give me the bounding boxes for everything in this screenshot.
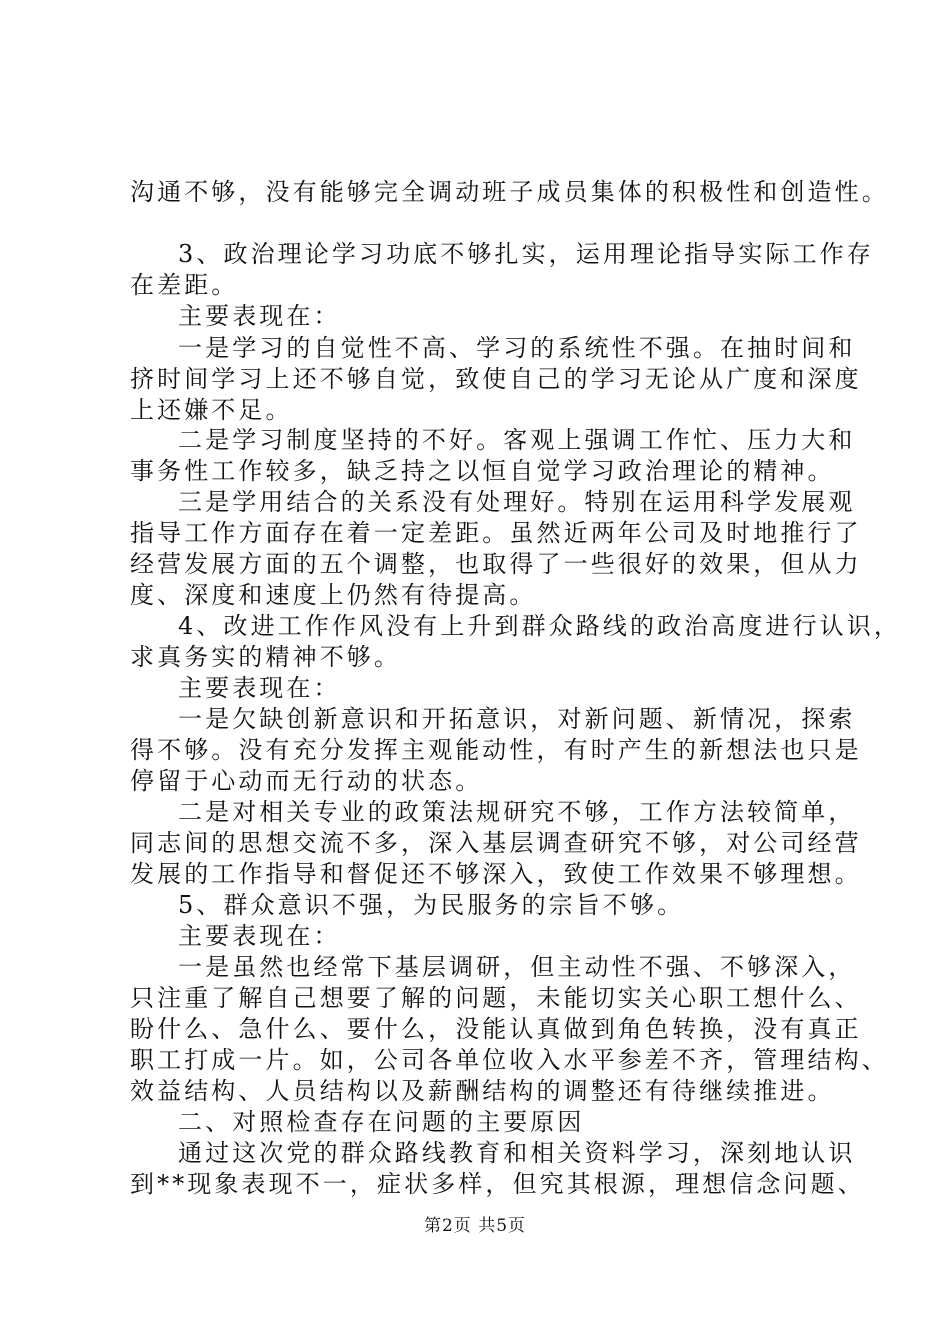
page-number-footer: 第2页 共5页	[423, 1216, 527, 1236]
text-line: 盼什么、急什么、要什么，没能认真做到角色转换，没有真正	[130, 1015, 862, 1043]
text-line: 指导工作方面存在着一定差距。虽然近两年公司及时地推行了	[130, 519, 862, 547]
text-line: 二是对相关专业的政策法规研究不够，工作方法较简单，	[178, 798, 856, 826]
text-line: 在差距。	[130, 271, 239, 299]
text-line: 停留于心动而无行动的状态。	[130, 767, 483, 795]
text-line: 主要表现在：	[178, 922, 341, 950]
text-line: 二是学习制度坚持的不好。客观上强调工作忙、压力大和	[178, 426, 856, 454]
text-line: 只注重了解自己想要了解的问题，未能切实关心职工想什么、	[130, 984, 862, 1012]
text-line: 效益结构、人员结构以及薪酬结构的调整还有待继续推进。	[130, 1077, 835, 1105]
text-line: 上还嫌不足。	[130, 396, 293, 424]
text-line: 通过这次党的群众路线教育和相关资料学习，深刻地认识	[178, 1139, 856, 1167]
text-line: 一是欠缺创新意识和开拓意识，对新问题、新情况，探索	[178, 705, 856, 733]
text-line: 3、政治理论学习功底不够扎实，运用理论指导实际工作存	[178, 240, 874, 268]
text-line: 一是学习的自觉性不高、学习的系统性不强。在抽时间和	[178, 334, 856, 362]
text-line: 职工打成一片。如，公司各单位收入水平参差不齐，管理结构、	[130, 1046, 889, 1074]
text-line: 发展的工作指导和督促还不够深入，致使工作效果不够理想。	[130, 860, 862, 888]
text-line: 挤时间学习上还不够自觉，致使自己的学习无论从广度和深度	[130, 365, 862, 393]
text-line: 5、群众意识不强，为民服务的宗旨不够。	[178, 891, 685, 919]
text-line: 度、深度和速度上仍然有待提高。	[130, 581, 537, 609]
text-line: 一是虽然也经常下基层调研，但主动性不强、不够深入，	[178, 953, 856, 981]
text-line: 主要表现在：	[178, 674, 341, 702]
text-line: 事务性工作较多，缺乏持之以恒自觉学习政治理论的精神。	[130, 457, 835, 485]
text-line: 沟通不够，没有能够完全调动班子成员集体的积极性和创造性。	[130, 178, 889, 206]
text-line: 同志间的思想交流不多，深入基层调查研究不够，对公司经营	[130, 829, 862, 857]
text-line: 求真务实的精神不够。	[130, 643, 401, 671]
text-line: 到**现象表现不一，症状多样，但究其根源，理想信念问题、	[130, 1170, 865, 1198]
text-line: 三是学用结合的关系没有处理好。特别在运用科学发展观	[178, 488, 856, 516]
text-line: 得不够。没有充分发挥主观能动性，有时产生的新想法也只是	[130, 736, 862, 764]
text-line: 主要表现在：	[178, 302, 341, 330]
text-line: 4、改进工作作风没有上升到群众路线的政治高度进行认识，	[178, 612, 901, 640]
section-heading: 二、对照检查存在问题的主要原因	[178, 1108, 585, 1136]
text-line: 经营发展方面的五个调整，也取得了一些很好的效果，但从力	[130, 550, 862, 578]
